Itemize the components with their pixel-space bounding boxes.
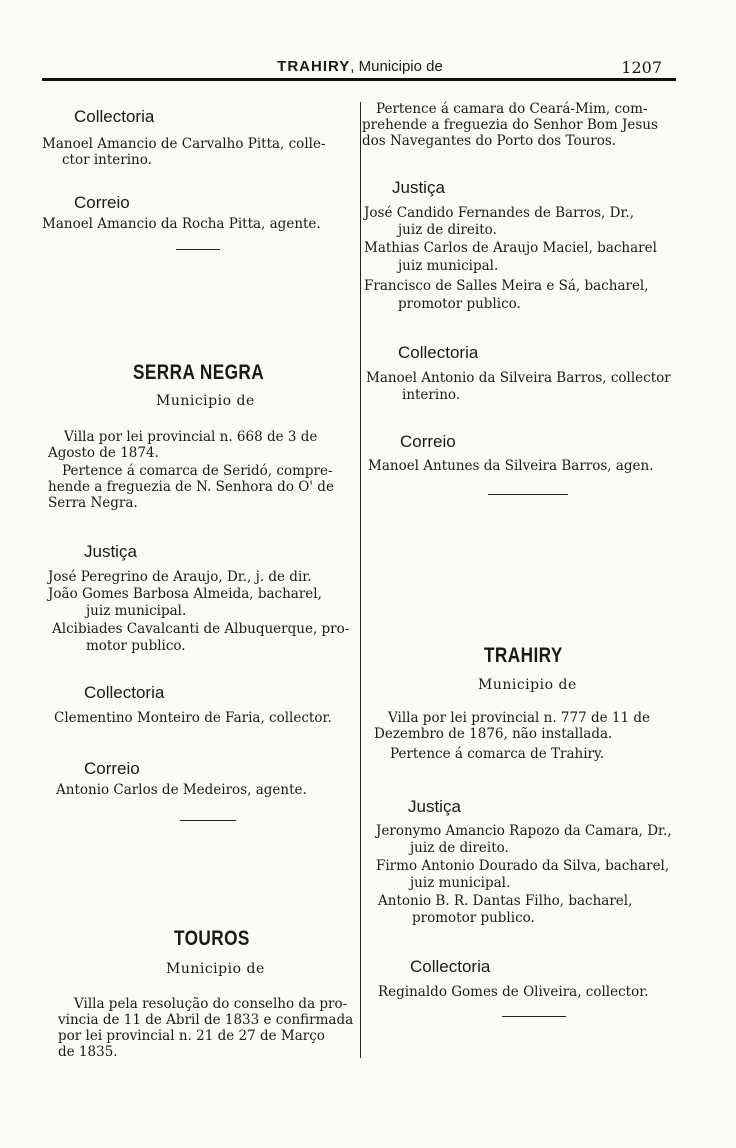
text-line: Pertence á comarca de Trahiry.	[390, 746, 605, 762]
text-line: Manoel Antonio da Silveira Barros, collector	[366, 370, 671, 386]
text-line: Pertence á camara do Ceará-Mim, com-	[376, 101, 648, 117]
text-line: de 1835.	[58, 1044, 118, 1060]
text-line: Villa pela resolução do conselho da pro-	[74, 996, 348, 1012]
text-line: juiz municipal.	[398, 258, 499, 274]
text-line: hende a freguezia de N. Senhora do O' de	[48, 479, 334, 495]
text-line: Dezembro de 1876, não installada.	[374, 726, 613, 742]
text-line: prehende a freguezia do Senhor Bom Jesus	[362, 117, 658, 133]
separator-rule	[176, 249, 220, 250]
section-heading: Collectoria	[410, 957, 491, 976]
text-line: interino.	[402, 387, 461, 403]
text-line: Manoel Amancio de Carvalho Pitta, colle-	[42, 136, 326, 152]
text-line: Reginaldo Gomes de Oliveira, collector.	[378, 984, 649, 1000]
text-line: José Candido Fernandes de Barros, Dr.,	[364, 205, 635, 221]
text-line: Clementino Monteiro de Faria, collector.	[54, 710, 332, 726]
section-heading: Justiça	[408, 797, 461, 816]
text-line: Antonio Carlos de Medeiros, agente.	[56, 782, 307, 798]
section-heading: Correio	[74, 193, 130, 212]
text-line: promotor publico.	[412, 910, 535, 926]
text-line: Villa por lei provincial n. 777 de 11 de	[388, 710, 650, 726]
separator-rule	[180, 820, 236, 821]
text-line: juiz municipal.	[410, 875, 511, 891]
text-line: João Gomes Barbosa Almeida, bacharel,	[48, 586, 322, 602]
text-line: vincia de 11 de Abril de 1833 e confirmada	[58, 1012, 354, 1028]
text-line: ctor interino.	[62, 152, 152, 168]
text-line: Alcibiades Cavalcanti de Albuquerque, pro-	[52, 621, 350, 637]
page-number: 1207	[621, 58, 662, 77]
section-heading: Correio	[84, 759, 140, 778]
separator-rule	[488, 494, 568, 495]
text-line: motor publico.	[86, 638, 186, 654]
text-line: dos Navegantes do Porto dos Touros.	[362, 133, 617, 149]
municipio-label: Municipio de	[166, 961, 265, 977]
town-name: SERRA NEGRA	[133, 361, 265, 384]
text-line: Villa por lei provincial n. 668 de 3 de	[64, 429, 318, 445]
text-line: juiz de direito.	[398, 222, 497, 238]
section-heading: Justiça	[392, 178, 445, 197]
text-line: por lei provincial n. 21 de 27 de Março	[58, 1028, 325, 1044]
text-line: Jeronymo Amancio Rapozo da Camara, Dr.,	[376, 823, 672, 839]
text-line: Serra Negra.	[48, 495, 138, 511]
text-line: Antonio B. R. Dantas Filho, bacharel,	[378, 893, 633, 909]
text-line: Pertence á comarca de Seridó, compre-	[62, 463, 333, 479]
section-heading: Justiça	[84, 542, 137, 561]
town-name: TOUROS	[174, 927, 250, 950]
running-header	[40, 58, 680, 80]
text-line: Agosto de 1874.	[48, 445, 159, 461]
section-heading: Collectoria	[398, 343, 479, 362]
text-line: juiz de direito.	[410, 840, 509, 856]
text-line: José Peregrino de Araujo, Dr., j. de dir.	[48, 569, 312, 585]
separator-rule	[502, 1016, 566, 1017]
section-heading: Collectoria	[74, 107, 155, 126]
text-line: Manoel Antunes da Silveira Barros, agen.	[368, 458, 654, 474]
text-line: Firmo Antonio Dourado da Silva, bacharel,	[376, 858, 670, 874]
text-line: Francisco de Salles Meira e Sá, bacharel,	[364, 278, 649, 294]
municipio-label: Municipio de	[156, 393, 255, 409]
header-title: TRAHIRY, Municipio de	[277, 58, 443, 75]
column-divider	[360, 102, 361, 1058]
text-line: Mathias Carlos de Araujo Maciel, bacharel	[364, 240, 657, 256]
text-line: juiz municipal.	[86, 603, 187, 619]
section-heading: Collectoria	[84, 683, 165, 702]
text-line: promotor publico.	[398, 296, 521, 312]
text-line: Manoel Amancio da Rocha Pitta, agente.	[42, 216, 321, 232]
town-name: TRAHIRY	[484, 644, 563, 667]
municipio-label: Municipio de	[478, 677, 577, 693]
header-rule	[42, 78, 676, 81]
section-heading: Correio	[400, 432, 456, 451]
